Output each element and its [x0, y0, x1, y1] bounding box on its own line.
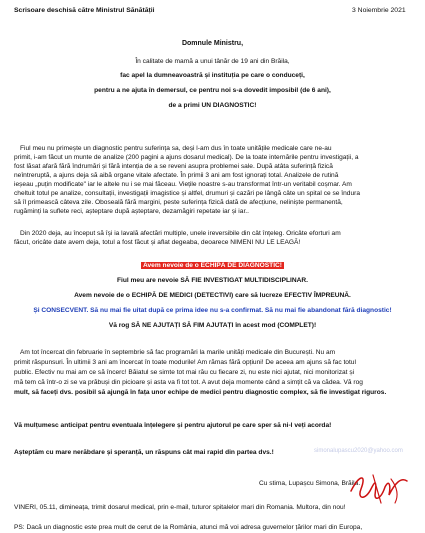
ps-line: PS: Dacă un diagnostic este prea mult de cerut de la România, atunci mă voi adresa guvernelor țărilor mari din Europa,	[14, 524, 363, 531]
need-team-highlight: Avem nevoie de o ECHIPĂ DE DIAGNOSTIC!	[143, 262, 282, 269]
salutation: Domnule Ministru,	[181, 40, 244, 47]
p3-line-5: mult, să faceți dvs. posibil să ajungă în fața unor echipe de medici pentru diagnostic complex, să fie investigat riguros.	[14, 389, 387, 396]
p1-line-6: cheltuit totul pe analize, consultații, investigații imagistice și altfel, drumuri și cazări pe lângă câte un spital ce se îndura	[14, 190, 360, 197]
p1-line-5: ieșeau „puțin modificate" iar le altele nu i se mai făceau. Viețile noastre s-au transformat într-un veritabil coșmar. Am	[14, 181, 352, 188]
p3-line-1: Am tot încercat din februarie în septembrie să fac programări la marile unități medicale din București. Nu am	[20, 349, 336, 356]
p1-line-8: rugăminți la suflete reci, așteptare după așteptare, dezamăgiri repetate iar și iar..	[14, 208, 249, 215]
waiting-line: Așteptăm cu mare nerăbdare și speranță, un răspuns cât mai rapid din partea dvs.!	[14, 449, 274, 456]
friday-line: VINERI, 05.11, dimineața, trimit dosarul medical, prin e-mail, tuturor spitalelor mari din Romania. Multora, din nou!	[14, 504, 346, 511]
p2-line-2: făcut, oricâte date avem deja, totul a fost făcut și aflat degeaba, deoarece NIMENI NU LE LEAGĂ!	[14, 239, 301, 246]
p1-line-1: Fiul meu nu primește un diagnostic pentru suferința sa, deși l-am dus în toate unitățile medicale care ne-au	[20, 145, 332, 152]
p1-line-2: primit, i-am făcut un munte de analize (200 pagini a ajuns dosarul medical). De la toate internările pentru investigații, a	[14, 154, 359, 161]
p1-line-7: să îl primească câteva zile. Oboseală fără margini, peste suferința fizică dată de afecțiune, neliniște permanentă,	[14, 199, 343, 206]
email-watermark: simonalupascu2020@yahoo.com	[314, 448, 403, 454]
p1-line-3: fost lăsat afară fără îndrumări și fără intenția de a se reveni asupra problemei sale. După atâta suferință fizică	[14, 163, 333, 170]
need-doctors-line: Avem nevoie de o ECHIPĂ DE MEDICI (DETECTIVI) care să lucreze EFECTIV ÎMPREUNĂ.	[74, 292, 351, 299]
intro-line-2: fac apel la dumneavoastră și instituția pe care o conduceți,	[120, 72, 305, 79]
investigated-line: Fiul meu are nevoie SĂ FIE INVESTIGAT MULTIDISCIPLINAR.	[117, 277, 308, 284]
thanks-line: Vă mulțumesc anticipat pentru eventuala înțelegere și pentru ajutorul pe care sper să ni-l veți acorda!	[14, 422, 332, 429]
p3-line-4: mă tem că într-o zi se va prăbuși din picioare și asta va fi tot tot. A avut deja momente când a simțit că va cădea. Vă rog	[14, 379, 363, 386]
signature-line: Cu stima, Lupașcu Simona, Brăila.	[259, 480, 361, 487]
p2-line-1: Din 2020 deja, au început să își ia lavală afectări multiple, unele ireversibile din cât înțeleg. Oricâte eforturi am	[20, 230, 341, 237]
letter-title: Scrisoare deschisă către Ministrul Sănătății	[14, 7, 155, 14]
p3-line-2: primit răspunsuri. În ultimii 3 ani am încercat în toate modurile! Am rămas fără opțiuni! De aceea am ajuns să fac totul	[14, 359, 356, 366]
plea-line: Vă rog SĂ NE AJUTAȚI SĂ FIM AJUTAȚI în acest mod (COMPLET)!	[108, 322, 317, 329]
intro-line-4: de a primi UN DIAGNOSTIC!	[168, 102, 257, 109]
intro-line-3: pentru a ne ajuta în demersul, ce pentru noi s-a dovedit imposibil (de 6 ani),	[94, 87, 331, 94]
intro-line-1: În calitate de mamă a unui tânăr de 19 ani din Brăila,	[135, 58, 290, 65]
p1-line-4: neîntreruptă, a ajuns deja să aibă organe vitale afectate. În primii 3 ani am fost ignorați total. Analizele de rutină	[14, 172, 339, 179]
handwritten-signature	[345, 465, 415, 509]
p3-line-3: public. Efectiv nu mai am ce să încerc! Băiatul se simte tot mai rău cu fiecare zi, nu este nici ajutat, nici monitorizat și	[14, 369, 355, 376]
letter-date: 3 Noiembrie 2021	[352, 7, 406, 14]
consequently-line: Și CONSECVENT. Să nu mai fie uitat după ce prima idee nu s-a confirmat. Să nu mai fie abandonat fără diagnostic!	[33, 307, 392, 314]
